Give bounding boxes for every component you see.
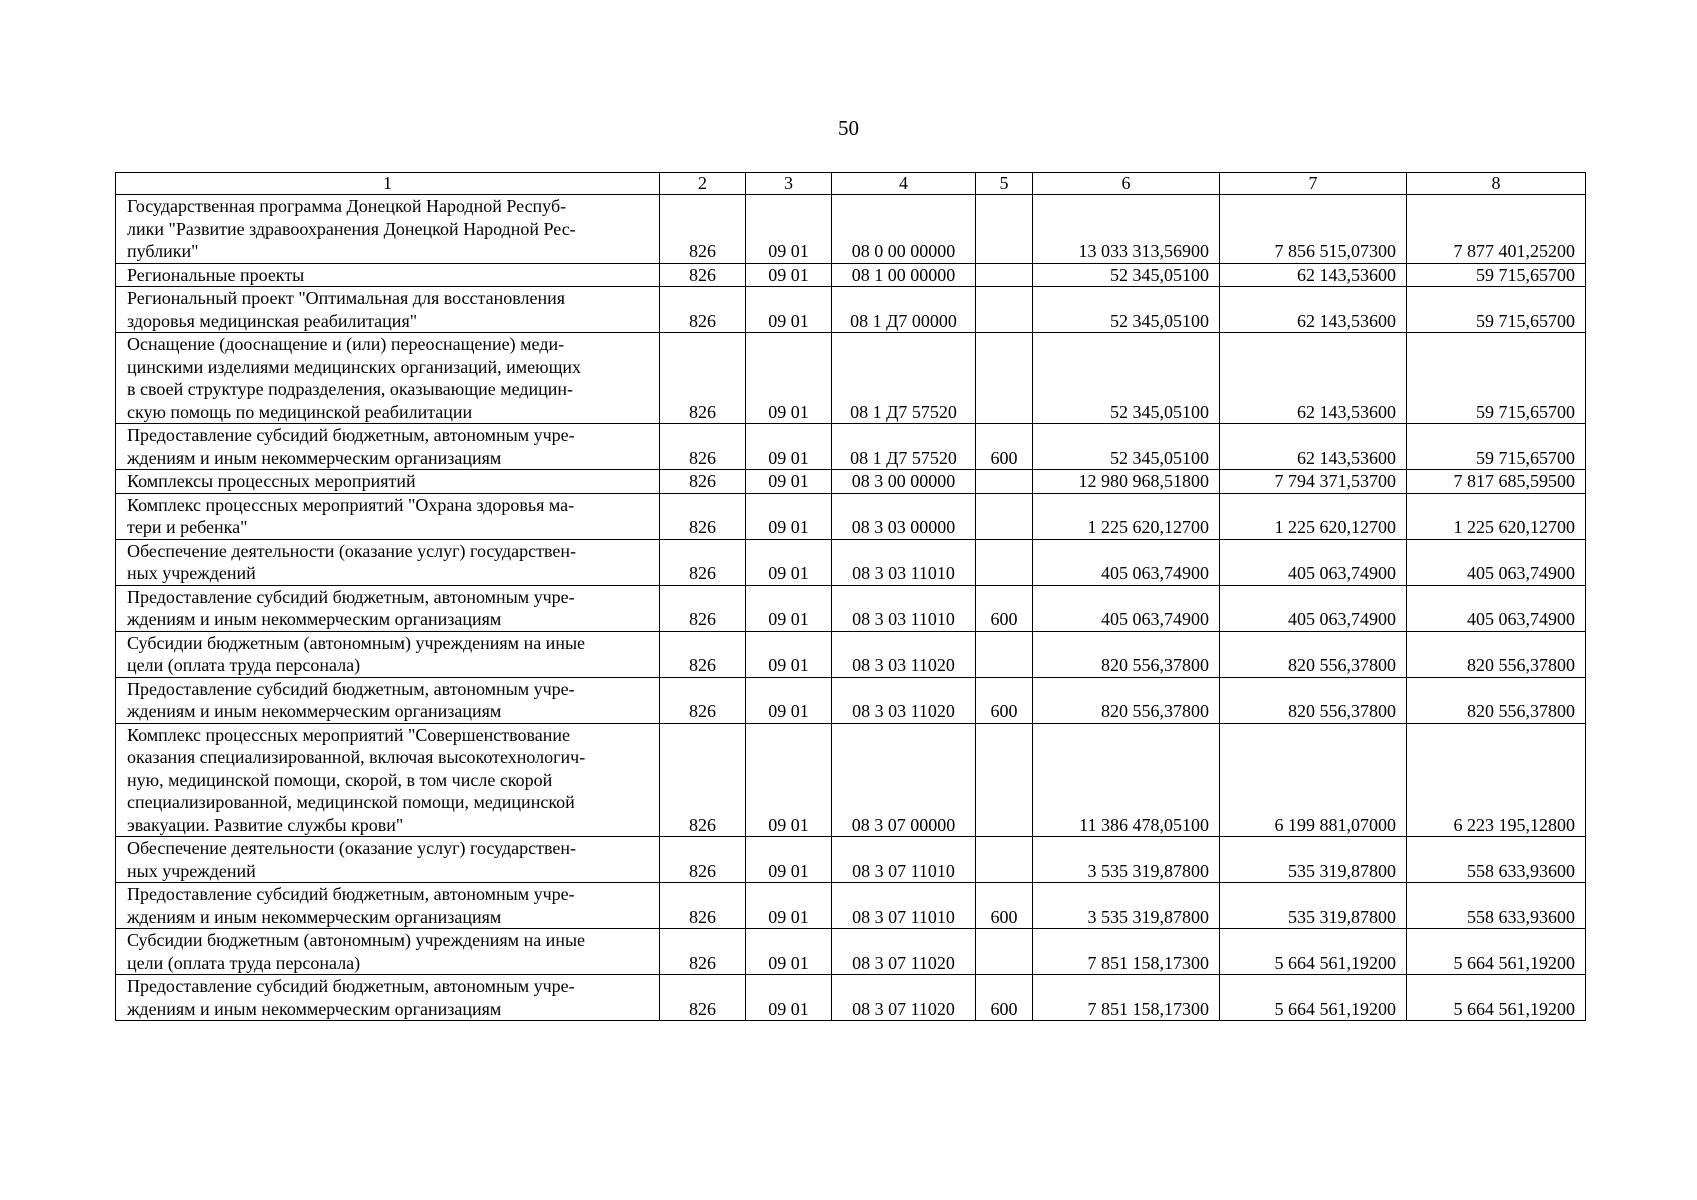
amount-col8-cell: 820 556,37800 bbox=[1407, 631, 1586, 677]
table-row bbox=[116, 470, 1586, 494]
amount-col6-cell: 52 345,05100 bbox=[1033, 263, 1220, 287]
amount-col7-cell: 5 664 561,19200 bbox=[1220, 975, 1407, 1021]
amount-col6-cell: 52 345,05100 bbox=[1033, 424, 1220, 470]
row-name-cell bbox=[116, 585, 660, 631]
amount-col6-cell: 11 386 478,05100 bbox=[1033, 723, 1220, 837]
amount-col7-cell: 820 556,37800 bbox=[1220, 631, 1407, 677]
amount-col6-cell: 3 535 319,87800 bbox=[1033, 837, 1220, 883]
row-name-cell bbox=[116, 493, 660, 539]
expense-type-cell bbox=[976, 631, 1033, 677]
row-name-cell bbox=[116, 631, 660, 677]
row-name-line: цели (оплата труда персонала) bbox=[127, 655, 361, 675]
header-cell-7: 7 bbox=[1220, 173, 1407, 195]
amount-col7-cell: 535 319,87800 bbox=[1220, 883, 1407, 929]
target-code-cell: 08 3 07 00000 bbox=[832, 723, 976, 837]
amount-col7-cell: 820 556,37800 bbox=[1220, 677, 1407, 723]
table-row bbox=[116, 723, 1586, 837]
row-name-cell bbox=[116, 424, 660, 470]
target-code-cell: 08 1 00 00000 bbox=[832, 263, 976, 287]
header-cell-1: 1 bbox=[116, 173, 660, 195]
row-name-line: эвакуации. Развитие службы крови" bbox=[127, 814, 404, 835]
expense-type-cell bbox=[976, 539, 1033, 585]
row-name-line: Предоставление субсидий бюджетным, автономным учре- bbox=[127, 586, 575, 607]
amount-col6-cell: 820 556,37800 bbox=[1033, 631, 1220, 677]
section-code-cell: 09 01 bbox=[746, 723, 832, 837]
expense-type-cell bbox=[976, 723, 1033, 837]
table-row bbox=[116, 883, 1586, 929]
row-name-line: Обеспечение деятельности (оказание услуг) государствен- bbox=[127, 540, 577, 561]
amount-col8-cell: 6 223 195,12800 bbox=[1407, 723, 1586, 837]
row-name-line: Региональные проекты bbox=[127, 264, 305, 285]
amount-col6-cell: 405 063,74900 bbox=[1033, 539, 1220, 585]
row-name-line: Комплексы процессных мероприятий bbox=[127, 471, 416, 491]
table-row bbox=[116, 493, 1586, 539]
target-code-cell: 08 3 07 11010 bbox=[832, 837, 976, 883]
row-name-line: Субсидии бюджетным (автономным) учреждениям на иные bbox=[127, 632, 586, 653]
amount-col7-cell: 62 143,53600 bbox=[1220, 287, 1407, 333]
section-code-cell: 09 01 bbox=[746, 287, 832, 333]
row-name-line: ных учреждений bbox=[127, 860, 256, 881]
amount-col6-cell: 52 345,05100 bbox=[1033, 333, 1220, 424]
amount-col6-cell: 820 556,37800 bbox=[1033, 677, 1220, 723]
target-code-cell: 08 1 Д7 57520 bbox=[832, 424, 976, 470]
target-code-cell: 08 3 07 11020 bbox=[832, 975, 976, 1021]
expense-type-cell bbox=[976, 470, 1033, 494]
section-code-cell: 09 01 bbox=[746, 883, 832, 929]
expense-type-cell: 600 bbox=[976, 585, 1033, 631]
amount-col7-cell: 7 794 371,53700 bbox=[1220, 470, 1407, 494]
table-row bbox=[116, 424, 1586, 470]
row-name-line: ную, медицинской помощи, скорой, в том числе скорой bbox=[127, 769, 553, 790]
table-row bbox=[116, 975, 1586, 1021]
header-cell-8: 8 bbox=[1407, 173, 1586, 195]
row-name-cell bbox=[116, 723, 660, 837]
amount-col8-cell: 7 877 401,25200 bbox=[1407, 195, 1586, 264]
row-name-cell bbox=[116, 195, 660, 264]
expense-type-cell bbox=[976, 837, 1033, 883]
expense-type-cell bbox=[976, 263, 1033, 287]
section-code-cell: 09 01 bbox=[746, 263, 832, 287]
table-body bbox=[116, 195, 1586, 1021]
row-name-line: здоровья медицинская реабилитация" bbox=[127, 310, 418, 331]
header-cell-2: 2 bbox=[660, 173, 746, 195]
row-name-line: публики" bbox=[127, 241, 199, 261]
amount-col6-cell: 52 345,05100 bbox=[1033, 287, 1220, 333]
section-code-cell: 09 01 bbox=[746, 333, 832, 424]
expense-type-cell: 600 bbox=[976, 883, 1033, 929]
amount-col8-cell: 558 633,93600 bbox=[1407, 883, 1586, 929]
row-name-line: ждениям и иным некоммерческим организациям bbox=[127, 998, 502, 1019]
amount-col7-cell: 62 143,53600 bbox=[1220, 333, 1407, 424]
amount-col8-cell: 820 556,37800 bbox=[1407, 677, 1586, 723]
row-name-line: Субсидии бюджетным (автономным) учреждениям на иные bbox=[127, 930, 586, 950]
row-name-line: Оснащение (дооснащение и (или) переоснащение) меди- bbox=[127, 334, 565, 354]
expense-type-cell bbox=[976, 929, 1033, 975]
row-name-line: Предоставление субсидий бюджетным, автономным учре- bbox=[127, 976, 575, 996]
row-name-line: ных учреждений bbox=[127, 563, 256, 583]
header-cell-3: 3 bbox=[746, 173, 832, 195]
row-name-cell bbox=[116, 677, 660, 723]
budget-table bbox=[115, 172, 1586, 1021]
target-code-cell: 08 3 03 00000 bbox=[832, 493, 976, 539]
expense-type-cell bbox=[976, 333, 1033, 424]
table-row bbox=[116, 263, 1586, 287]
section-code-cell: 09 01 bbox=[746, 837, 832, 883]
amount-col7-cell: 5 664 561,19200 bbox=[1220, 929, 1407, 975]
section-code-cell: 09 01 bbox=[746, 424, 832, 470]
target-code-cell: 08 1 Д7 00000 bbox=[832, 287, 976, 333]
target-code-cell: 08 3 03 11010 bbox=[832, 585, 976, 631]
row-name-cell bbox=[116, 333, 660, 424]
row-name-line: цинскими изделиями медицинских организаций, имеющих bbox=[127, 356, 582, 377]
section-code-cell: 09 01 bbox=[746, 195, 832, 264]
table-row bbox=[116, 287, 1586, 333]
gov-code-cell: 826 bbox=[660, 539, 746, 585]
amount-col6-cell: 13 033 313,56900 bbox=[1033, 195, 1220, 264]
header-cell-5: 5 bbox=[976, 173, 1033, 195]
amount-col6-cell: 3 535 319,87800 bbox=[1033, 883, 1220, 929]
page-number: 50 bbox=[838, 116, 859, 140]
row-name-line: оказания специализированной, включая высокотехнологич- bbox=[127, 747, 586, 767]
section-code-cell: 09 01 bbox=[746, 585, 832, 631]
row-name-line: цели (оплата труда персонала) bbox=[127, 952, 361, 973]
row-name-line: Государственная программа Донецкой Народной Респуб- bbox=[127, 196, 567, 216]
gov-code-cell: 826 bbox=[660, 585, 746, 631]
row-name-line: ждениям и иным некоммерческим организациям bbox=[127, 906, 502, 927]
target-code-cell: 08 3 07 11020 bbox=[832, 929, 976, 975]
gov-code-cell: 826 bbox=[660, 677, 746, 723]
row-name-cell bbox=[116, 470, 660, 494]
section-code-cell: 09 01 bbox=[746, 539, 832, 585]
amount-col6-cell: 7 851 158,17300 bbox=[1033, 975, 1220, 1021]
amount-col8-cell: 59 715,65700 bbox=[1407, 424, 1586, 470]
amount-col7-cell: 1 225 620,12700 bbox=[1220, 493, 1407, 539]
section-code-cell: 09 01 bbox=[746, 493, 832, 539]
row-name-line: Предоставление субсидий бюджетным, автономным учре- bbox=[127, 425, 575, 445]
header-cell-6: 6 bbox=[1033, 173, 1220, 195]
expense-type-cell: 600 bbox=[976, 424, 1033, 470]
gov-code-cell: 826 bbox=[660, 287, 746, 333]
amount-col8-cell: 59 715,65700 bbox=[1407, 333, 1586, 424]
expense-type-cell: 600 bbox=[976, 975, 1033, 1021]
gov-code-cell: 826 bbox=[660, 195, 746, 264]
amount-col7-cell: 7 856 515,07300 bbox=[1220, 195, 1407, 264]
section-code-cell: 09 01 bbox=[746, 631, 832, 677]
table-row bbox=[116, 929, 1586, 975]
table-row bbox=[116, 539, 1586, 585]
amount-col8-cell: 59 715,65700 bbox=[1407, 263, 1586, 287]
row-name-line: Обеспечение деятельности (оказание услуг) государствен- bbox=[127, 838, 577, 858]
row-name-cell bbox=[116, 975, 660, 1021]
expense-type-cell bbox=[976, 195, 1033, 264]
row-name-line: Комплекс процессных мероприятий "Совершенствование bbox=[127, 724, 570, 745]
amount-col7-cell: 535 319,87800 bbox=[1220, 837, 1407, 883]
amount-col7-cell: 62 143,53600 bbox=[1220, 424, 1407, 470]
section-code-cell: 09 01 bbox=[746, 677, 832, 723]
amount-col7-cell: 405 063,74900 bbox=[1220, 585, 1407, 631]
amount-col6-cell: 12 980 968,51800 bbox=[1033, 470, 1220, 494]
gov-code-cell: 826 bbox=[660, 493, 746, 539]
row-name-line: ждениям и иным некоммерческим организациям bbox=[127, 701, 502, 721]
gov-code-cell: 826 bbox=[660, 631, 746, 677]
gov-code-cell: 826 bbox=[660, 929, 746, 975]
amount-col8-cell: 7 817 685,59500 bbox=[1407, 470, 1586, 494]
table-row bbox=[116, 333, 1586, 424]
row-name-cell bbox=[116, 287, 660, 333]
target-code-cell: 08 3 07 11010 bbox=[832, 883, 976, 929]
row-name-line: в своей структуре подразделения, оказывающие медицин- bbox=[127, 379, 574, 399]
amount-col8-cell: 5 664 561,19200 bbox=[1407, 975, 1586, 1021]
expense-type-cell: 600 bbox=[976, 677, 1033, 723]
target-code-cell: 08 3 03 11010 bbox=[832, 539, 976, 585]
amount-col6-cell: 405 063,74900 bbox=[1033, 585, 1220, 631]
amount-col7-cell: 62 143,53600 bbox=[1220, 263, 1407, 287]
section-code-cell: 09 01 bbox=[746, 929, 832, 975]
row-name-line: специализированной, медицинской помощи, медицинской bbox=[127, 792, 575, 812]
amount-col8-cell: 1 225 620,12700 bbox=[1407, 493, 1586, 539]
table-row bbox=[116, 677, 1586, 723]
amount-col7-cell: 6 199 881,07000 bbox=[1220, 723, 1407, 837]
expense-type-cell bbox=[976, 287, 1033, 333]
target-code-cell: 08 3 03 11020 bbox=[832, 631, 976, 677]
gov-code-cell: 826 bbox=[660, 883, 746, 929]
gov-code-cell: 826 bbox=[660, 975, 746, 1021]
row-name-cell bbox=[116, 929, 660, 975]
target-code-cell: 08 0 00 00000 bbox=[832, 195, 976, 264]
amount-col8-cell: 5 664 561,19200 bbox=[1407, 929, 1586, 975]
gov-code-cell: 826 bbox=[660, 263, 746, 287]
amount-col8-cell: 59 715,65700 bbox=[1407, 287, 1586, 333]
table-row bbox=[116, 585, 1586, 631]
gov-code-cell: 826 bbox=[660, 723, 746, 837]
row-name-line: Предоставление субсидий бюджетным, автономным учре- bbox=[127, 678, 575, 699]
amount-col8-cell: 558 633,93600 bbox=[1407, 837, 1586, 883]
header-row bbox=[116, 173, 1586, 195]
gov-code-cell: 826 bbox=[660, 837, 746, 883]
section-code-cell: 09 01 bbox=[746, 470, 832, 494]
header-cell-4: 4 bbox=[832, 173, 976, 195]
table-row bbox=[116, 837, 1586, 883]
row-name-line: ждениям и иным некоммерческим организациям bbox=[127, 447, 502, 468]
row-name-cell bbox=[116, 539, 660, 585]
row-name-line: лики "Развитие здравоохранения Донецкой Народной Рес- bbox=[127, 218, 576, 239]
table-row bbox=[116, 195, 1586, 264]
row-name-line: скую помощь по медицинской реабилитации bbox=[127, 401, 473, 422]
table-row bbox=[116, 631, 1586, 677]
row-name-cell bbox=[116, 837, 660, 883]
amount-col6-cell: 1 225 620,12700 bbox=[1033, 493, 1220, 539]
row-name-line: ждениям и иным некоммерческим организациям bbox=[127, 609, 502, 629]
target-code-cell: 08 1 Д7 57520 bbox=[832, 333, 976, 424]
amount-col7-cell: 405 063,74900 bbox=[1220, 539, 1407, 585]
amount-col8-cell: 405 063,74900 bbox=[1407, 585, 1586, 631]
row-name-line: Предоставление субсидий бюджетным, автономным учре- bbox=[127, 884, 575, 904]
section-code-cell: 09 01 bbox=[746, 975, 832, 1021]
gov-code-cell: 826 bbox=[660, 424, 746, 470]
row-name-line: Региональный проект "Оптимальная для восстановления bbox=[127, 288, 566, 308]
amount-col8-cell: 405 063,74900 bbox=[1407, 539, 1586, 585]
row-name-cell bbox=[116, 263, 660, 287]
target-code-cell: 08 3 03 11020 bbox=[832, 677, 976, 723]
gov-code-cell: 826 bbox=[660, 470, 746, 494]
row-name-line: тери и ребенка" bbox=[127, 517, 248, 537]
amount-col6-cell: 7 851 158,17300 bbox=[1033, 929, 1220, 975]
row-name-line: Комплекс процессных мероприятий "Охрана здоровья ма- bbox=[127, 494, 575, 515]
expense-type-cell bbox=[976, 493, 1033, 539]
target-code-cell: 08 3 00 00000 bbox=[832, 470, 976, 494]
row-name-cell bbox=[116, 883, 660, 929]
gov-code-cell: 826 bbox=[660, 333, 746, 424]
